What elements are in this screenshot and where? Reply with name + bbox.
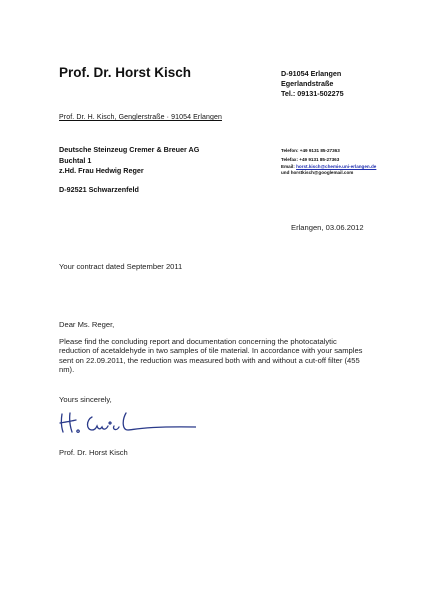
letterhead-name: Prof. Dr. Horst Kisch xyxy=(59,65,192,80)
recipient-line: z.Hd. Frau Hedwig Reger xyxy=(59,166,144,175)
closing: Yours sincerely, xyxy=(59,395,112,404)
email-line xyxy=(281,164,376,176)
recipient-line: Deutsche Steinzeug Cremer & Breuer AG xyxy=(59,145,200,154)
address-line: Tel.: 09131-502275 xyxy=(281,89,344,98)
email-link[interactable]: horst.kisch@chemie.uni-erlangen.de xyxy=(296,164,377,169)
letter-date: Erlangen, 03.06.2012 xyxy=(291,223,364,232)
recipient-city: D-92521 Schwarzenfeld xyxy=(59,184,139,194)
recipient-block xyxy=(59,145,199,195)
recipient-line: Buchtal 1 xyxy=(59,155,92,165)
email-secondary: und horstkisch@googlemail.com xyxy=(281,170,354,175)
signature-image xyxy=(56,408,196,438)
address-line: Egerlandstraße xyxy=(281,79,334,88)
salutation: Dear Ms. Reger, xyxy=(59,320,115,329)
letterhead-address xyxy=(281,69,344,99)
signature xyxy=(56,408,196,443)
signer-name: Prof. Dr. Horst Kisch xyxy=(59,448,128,457)
email-label: Email: xyxy=(281,164,297,169)
body-paragraph: Please find the concluding report and documentation concerning the photocatalytic reduction of acetaldehyde in two samples of tile material. In accordance with your samples sent on 22.09.2011, the reduction was measured both with and without a cut-off filter (455 nm). xyxy=(59,337,363,375)
contact-block xyxy=(281,146,376,176)
telefax: Telefax: +49 9131 85-27363 xyxy=(281,157,340,162)
telefon: Telefon: +49 9131 85-27363 xyxy=(281,148,340,153)
subject-line: Your contract dated September 2011 xyxy=(59,262,183,271)
return-address: Prof. Dr. H. Kisch, Genglerstraße · 91054 Erlangen xyxy=(59,114,222,121)
address-line: D-91054 Erlangen xyxy=(281,69,342,78)
